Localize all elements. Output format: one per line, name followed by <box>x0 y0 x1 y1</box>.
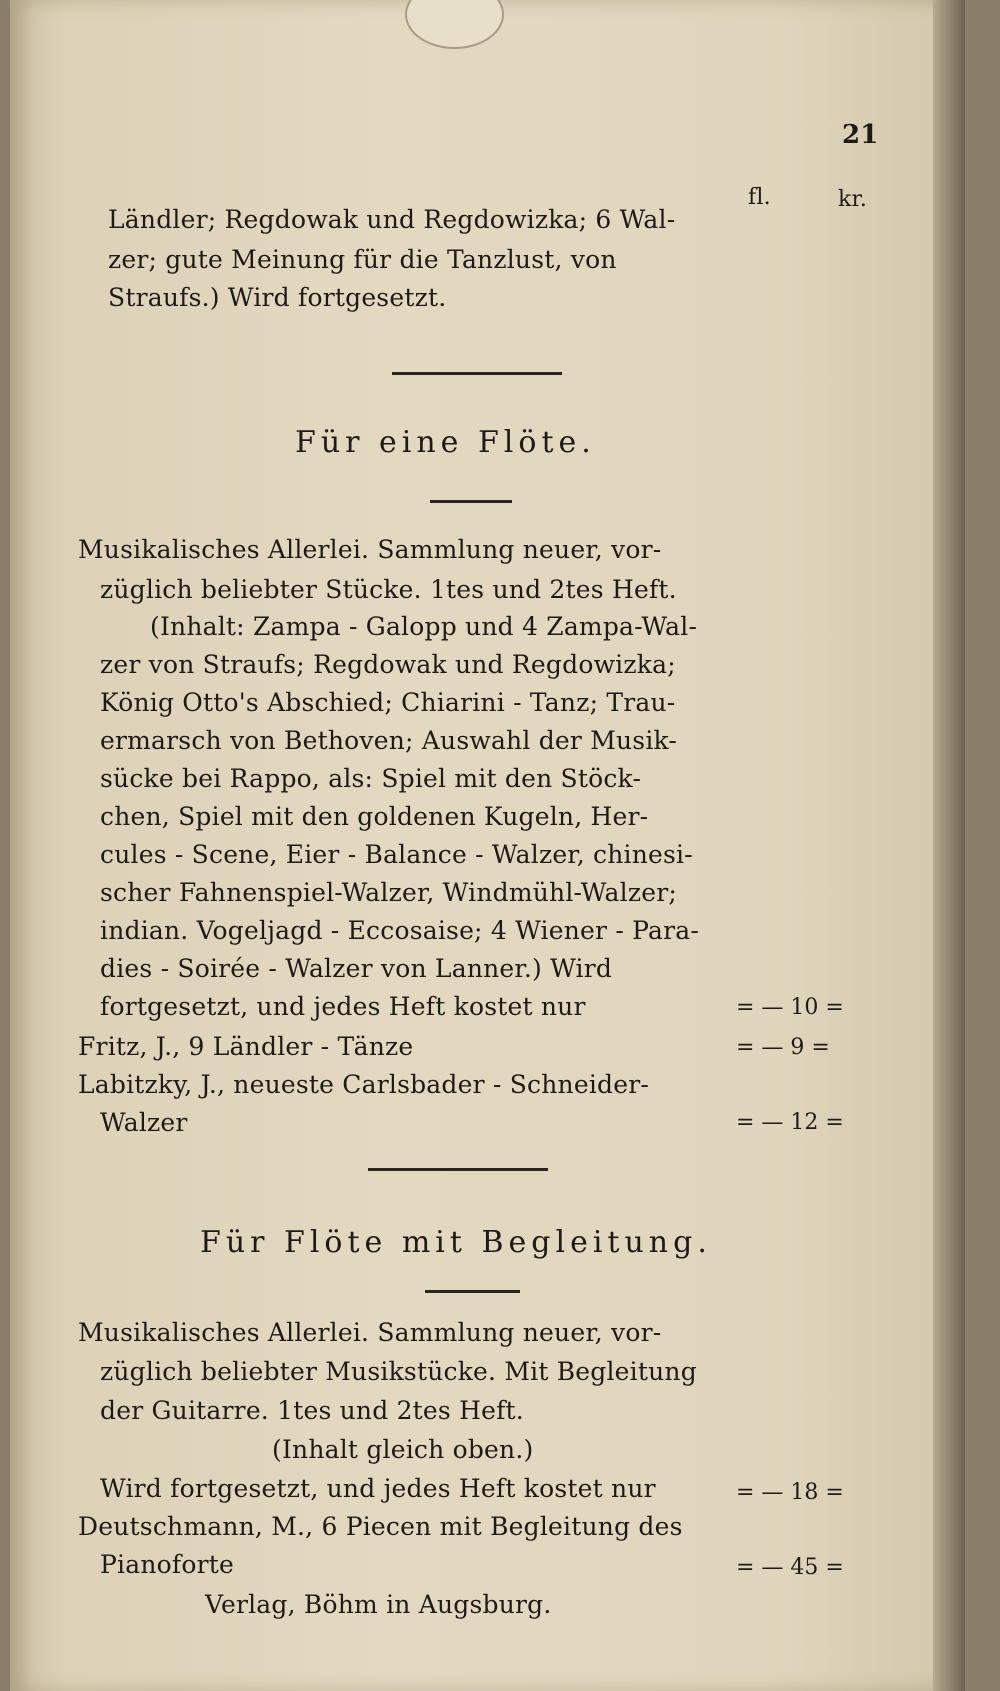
entry-line: cules - Scene, Eier - Balance - Walzer, chinesi- <box>100 840 693 869</box>
entry-line: sücke bei Rappo, als: Spiel mit den Stöck- <box>100 764 642 793</box>
entry-line: Wird fortgesetzt, und jedes Heft kostet nur <box>100 1474 656 1503</box>
entry-line: Musikalisches Allerlei. Sammlung neuer, vor- <box>78 535 662 564</box>
divider <box>368 1168 548 1171</box>
price: = — 12 = <box>736 1110 844 1135</box>
entry-line: indian. Vogeljagd - Eccosaise; 4 Wiener - Para- <box>100 916 700 945</box>
entry-line: (Inhalt: Zampa - Galopp und 4 Zampa-Wal- <box>150 612 698 641</box>
entry-line: Pianoforte <box>100 1550 234 1579</box>
entry-line: fortgesetzt, und jedes Heft kostet nur <box>100 992 586 1021</box>
page-number: 21 <box>842 120 879 150</box>
section-heading: Für eine Flöte. <box>295 425 596 460</box>
entry-line: züglich beliebter Musikstücke. Mit Begleitung <box>100 1357 697 1386</box>
entry-line: Deutschmann, M., 6 Piecen mit Begleitung des <box>78 1512 683 1541</box>
price: = — 18 = <box>736 1480 844 1505</box>
entry-line: (Inhalt gleich oben.) <box>272 1435 534 1464</box>
page-tab <box>405 0 504 49</box>
entry-line: chen, Spiel mit den goldenen Kugeln, Her- <box>100 802 649 831</box>
entry-line: dies - Soirée - Walzer von Lanner.) Wird <box>100 954 613 983</box>
column-kr: kr. <box>838 187 868 212</box>
entry-line: Labitzky, J., neueste Carlsbader - Schneider- <box>78 1070 650 1099</box>
footer-publisher: Verlag, Böhm in Augsburg. <box>205 1590 552 1619</box>
price: = — 9 = <box>736 1035 830 1060</box>
entry-line: Musikalisches Allerlei. Sammlung neuer, vor- <box>78 1318 662 1347</box>
section-heading: Für Flöte mit Begleitung. <box>200 1225 712 1260</box>
price: = — 45 = <box>736 1555 844 1580</box>
intro-line: zer; gute Meinung für die Tanzlust, von <box>108 245 617 274</box>
price: = — 10 = <box>736 995 844 1020</box>
entry-line: zer von Straufs; Regdowak und Regdowizka; <box>100 650 676 679</box>
entry-line: Fritz, J., 9 Ländler - Tänze <box>78 1032 414 1061</box>
column-fl: fl. <box>748 185 771 210</box>
divider <box>430 500 512 503</box>
entry-line: ermarsch von Bethoven; Auswahl der Musik- <box>100 726 678 755</box>
book-page <box>10 0 965 1691</box>
divider <box>392 372 562 375</box>
entry-line: Walzer <box>100 1108 188 1137</box>
divider <box>425 1290 520 1293</box>
entry-line: der Guitarre. 1tes und 2tes Heft. <box>100 1396 524 1425</box>
page-edge <box>933 0 965 1691</box>
intro-line: Ländler; Regdowak und Regdowizka; 6 Wal- <box>108 205 676 234</box>
entry-line: scher Fahnenspiel-Walzer, Windmühl-Walzer; <box>100 878 677 907</box>
entry-line: König Otto's Abschied; Chiarini - Tanz; Trau- <box>100 688 676 717</box>
intro-line: Straufs.) Wird fortgesetzt. <box>108 283 447 312</box>
entry-line: züglich beliebter Stücke. 1tes und 2tes Heft. <box>100 575 677 604</box>
